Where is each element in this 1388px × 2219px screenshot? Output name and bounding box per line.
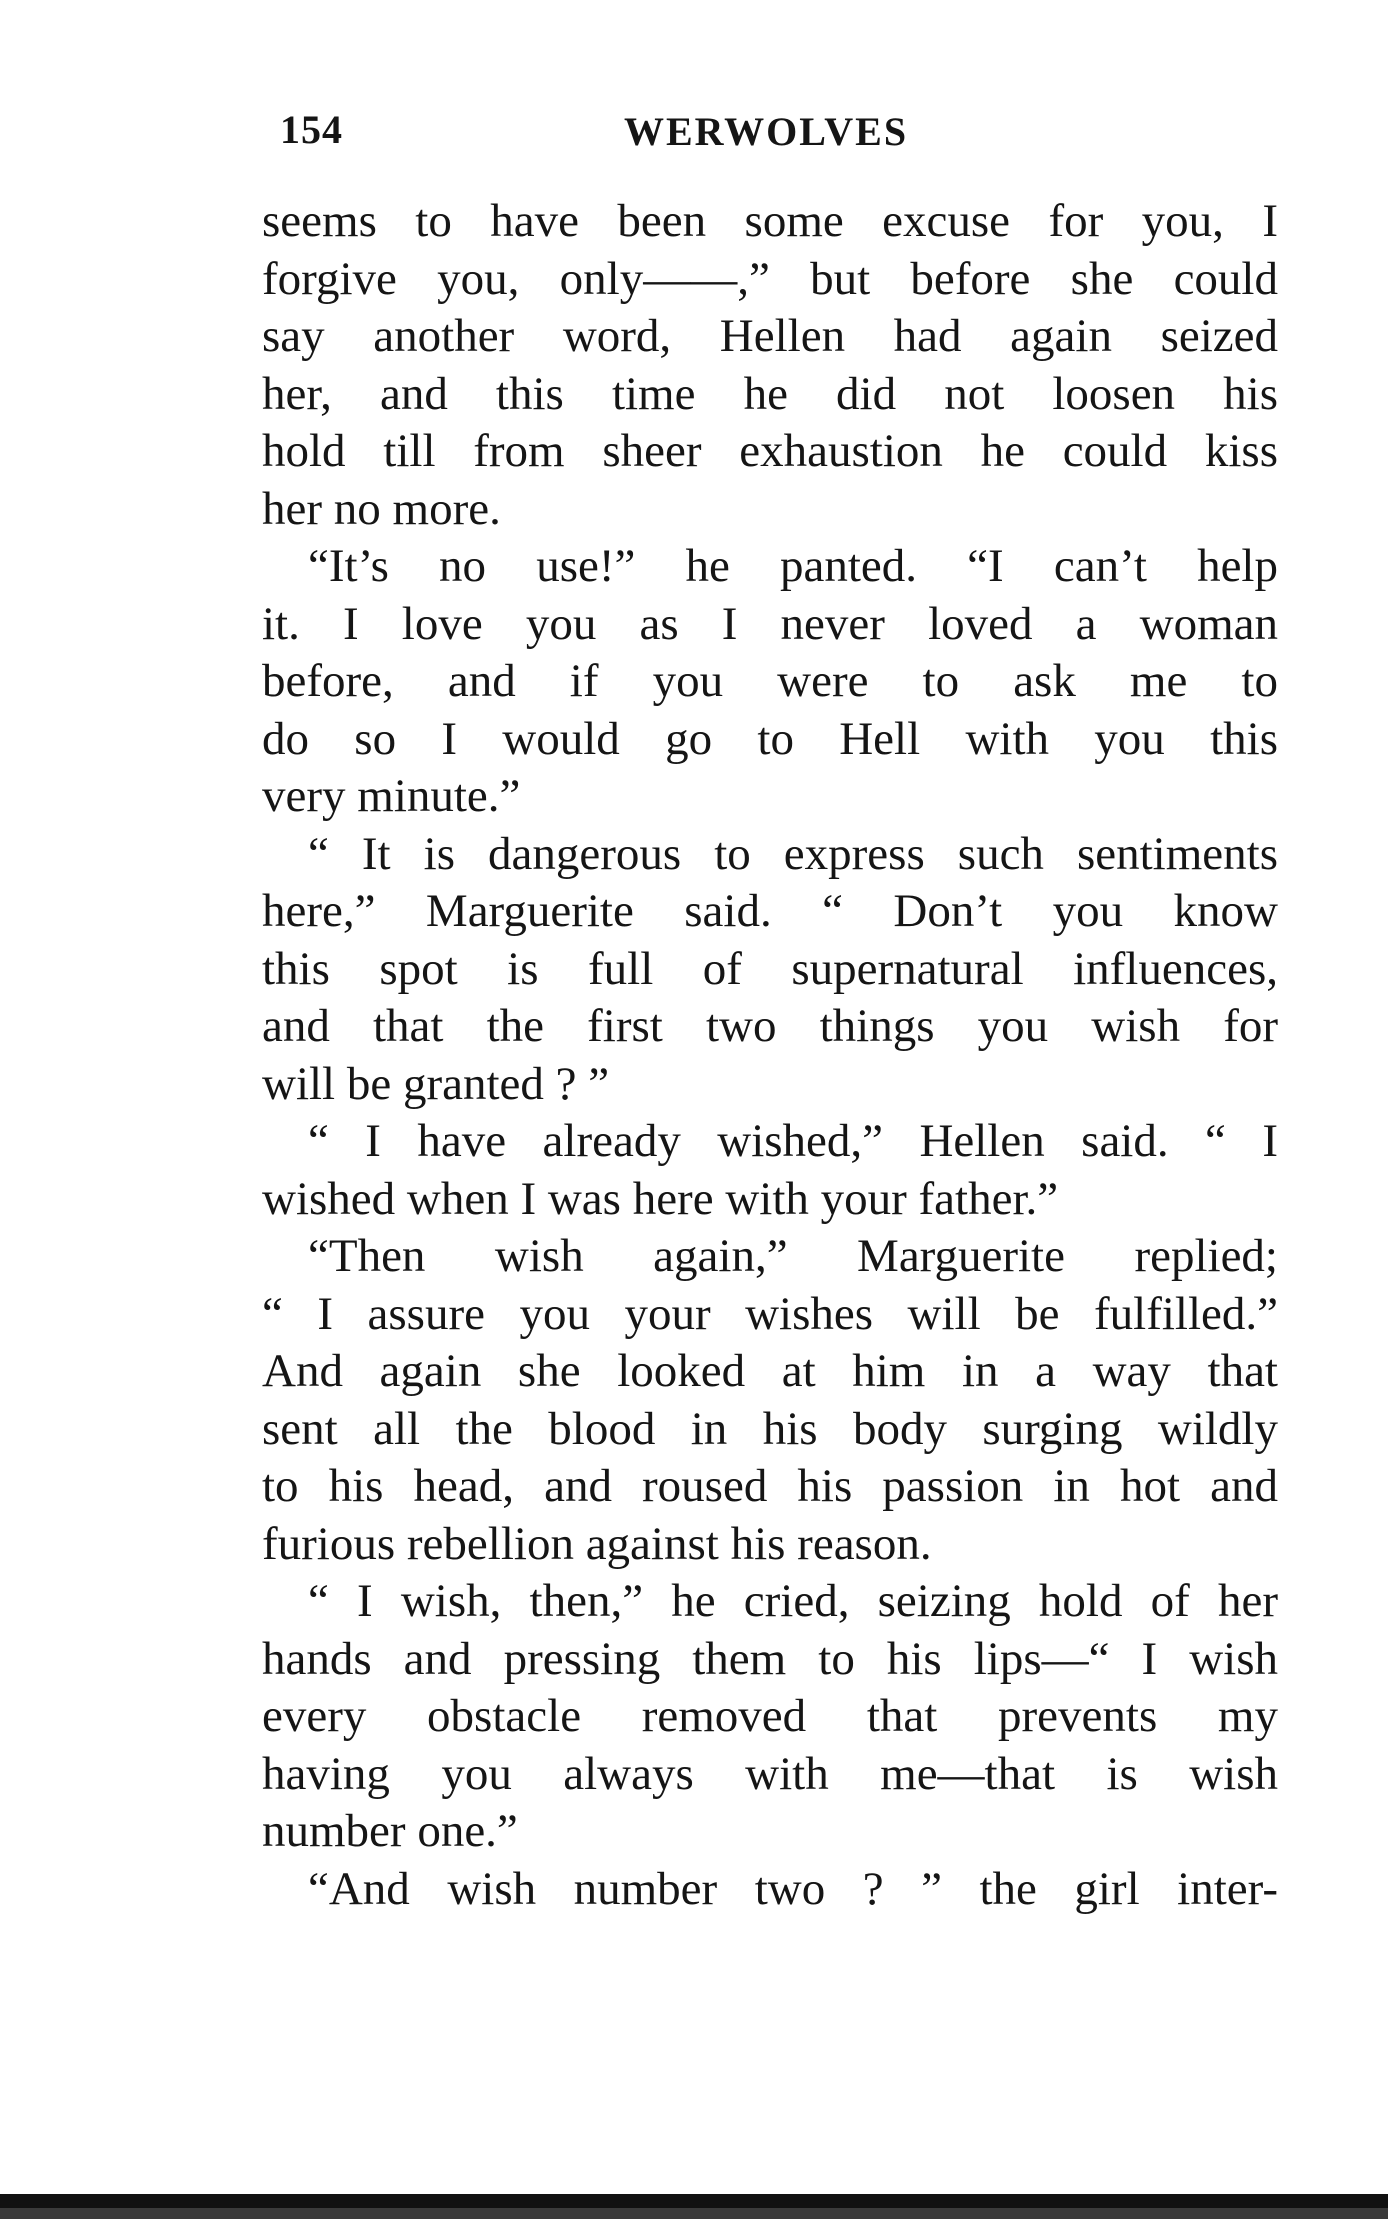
text-line: “And wish number two ? ” the girl inter- [308,1862,1278,1915]
body-text [262,193,1278,1918]
text-line: “Then wish again,” Marguerite replied; [308,1230,1278,1282]
text-line: it. I love you as I never loved a woman [262,597,1278,650]
running-head: WERWOLVES [624,109,909,154]
page-bottom-shadow [0,2208,1388,2219]
text-line: forgive you, only——,” but before she could [262,252,1278,305]
text-line: number one.” [262,1805,518,1857]
text-line: “ I wish, then,” he cried, seizing hold of her [308,1575,1278,1627]
text-line: hold till from sheer exhaustion he could kiss [262,425,1278,477]
text-line: sent all the blood in his body surging wildly [262,1402,1278,1455]
text-line: her, and this time he did not loosen his [262,367,1278,420]
text-line: do so I would go to Hell with you this [262,712,1278,765]
text-line: to his head, and roused his passion in hot and [262,1460,1278,1512]
text-line: “ I have already wished,” Hellen said. “ I [308,1115,1278,1167]
text-line: “ I assure you your wishes will be fulfilled.” [262,1287,1278,1340]
page-bottom-edge [0,2194,1388,2208]
text-line: wished when I was here with your father.” [262,1172,1059,1225]
text-line: will be granted ? ” [262,1057,610,1110]
text-line: “ It is dangerous to express such sentiments [308,827,1278,880]
text-line: her no more. [262,482,501,535]
text-line: every obstacle removed that prevents my [262,1690,1278,1742]
text-line: very minute.” [262,770,521,822]
text-line: before, and if you were to ask me to [262,655,1278,707]
text-line: “It’s no use!” he panted. “I can’t help [308,540,1278,592]
text-line: And again she looked at him in a way that [262,1345,1278,1397]
text-line: having you always with me—that is wish [262,1747,1278,1800]
text-line: this spot is full of supernatural influences, [262,942,1278,995]
text-line: seems to have been some excuse for you, I [262,195,1278,247]
page-number: 154 [280,107,343,152]
page-header [270,106,1230,166]
text-line: and that the first two things you wish for [262,1000,1278,1052]
text-line: furious rebellion against his reason. [262,1517,932,1570]
text-line: say another word, Hellen had again seized [262,310,1278,362]
text-line: here,” Marguerite said. “ Don’t you know [262,885,1278,937]
text-line: hands and pressing them to his lips—“ I wish [262,1632,1278,1685]
